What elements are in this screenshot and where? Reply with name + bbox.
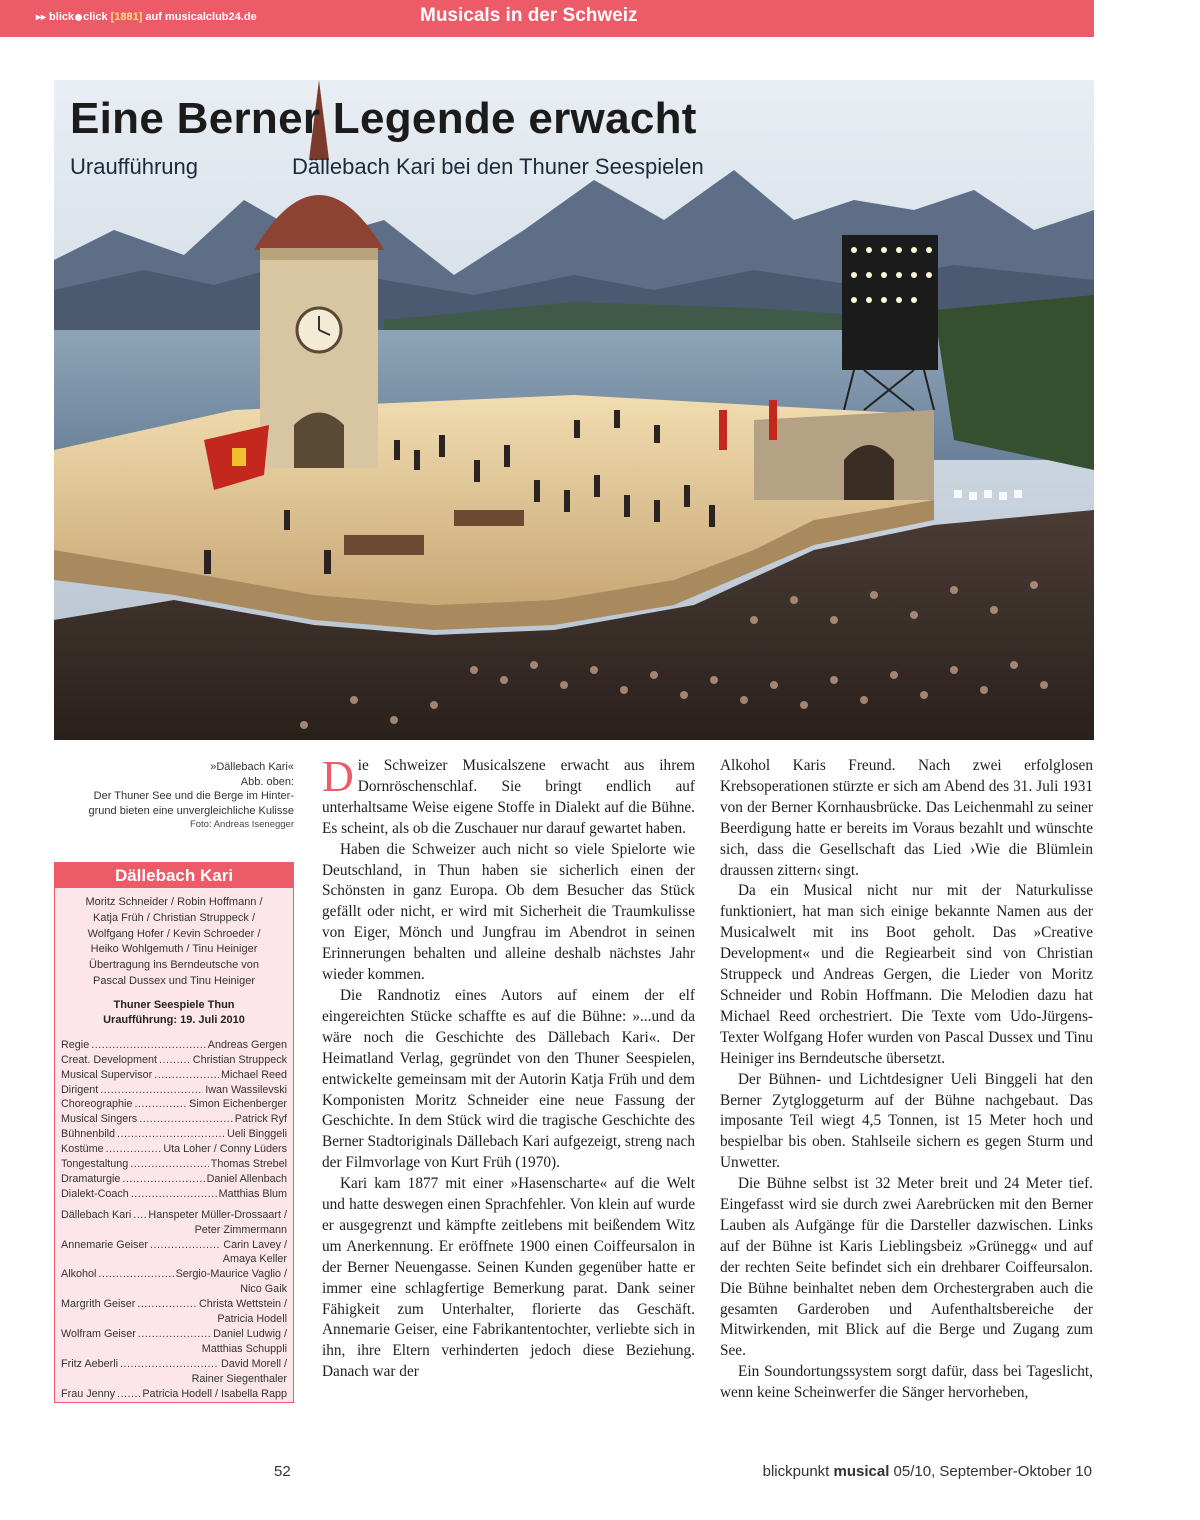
credit-line: Moritz Schneider / Robin Hoffmann /	[85, 896, 263, 908]
crew-row	[61, 1127, 287, 1142]
crew-role: Dramaturgie	[61, 1172, 121, 1185]
article-kicker: Uraufführung	[70, 154, 199, 179]
cast-row	[61, 1267, 287, 1297]
cast-list	[55, 1208, 293, 1402]
authors-credits	[55, 888, 293, 990]
cast-name: Daniel Ludwig /	[213, 1328, 287, 1340]
venue-line: Thuner Seespiele Thun	[113, 998, 235, 1011]
leader-dots	[150, 1238, 221, 1253]
paragraph: Da ein Musical nicht nur mit der Naturkulisse funktioniert, hat man sich einige bekannte Namen aus der Musicalwelt mit ins Boot geholt. Das »Creative Development« und die Regiearbeit sind von Christian Struppeck und Andreas Gergen, die Lieder von Moritz Schneider und Robin Hoffmann. Die Melodien dazu hat Michael Reed orchestriert. Die Texte vom Udo-Jürgens-Texter Wolfgang Hofer wurden von Pascal Dussex und Tinu Heiniger ins Berndeutsche übersetzt.	[720, 882, 1093, 1067]
crew-role: Tongestaltung	[61, 1158, 129, 1171]
crew-row	[61, 1112, 287, 1127]
paragraph: Alkohol Karis Freund. Nach zwei erfolglosen Krebsoperationen stürzte er sich am Abend des 31. Juli 1931 von der Berner Kornhausbrücke. Das Leichenmahl zu seiner Beerdigung hatte er bereits im Voraus bezahlt und wünschte sich, dass die Gesellschaft das Lied ›Wie die Blümlein draussen zittern‹ singt.	[720, 757, 1093, 879]
article-column-2	[720, 756, 1093, 1404]
crew-row	[61, 1142, 287, 1157]
leader-dots	[154, 1068, 219, 1083]
cast-name-alt: Patricia Hodell	[217, 1313, 287, 1326]
cast-name-alt: Nico Gaik	[240, 1283, 287, 1296]
crew-row	[61, 1157, 287, 1172]
crew-name: Patrick Ryf	[234, 1113, 287, 1126]
leader-dots	[120, 1357, 219, 1372]
leader-dots	[98, 1267, 173, 1282]
cast-role: Margrith Geiser	[61, 1298, 136, 1311]
crew-role: Musical Supervisor	[61, 1068, 153, 1081]
cast-role: Dällebach Kari	[61, 1208, 132, 1221]
cast-role: Annemarie Geiser	[61, 1238, 149, 1251]
credit-line: Wolfgang Hofer / Kevin Schroeder /	[87, 927, 261, 940]
premiere-date: Uraufführung: 19. Juli 2010	[103, 1013, 245, 1026]
crew-name: Daniel Allenbach	[206, 1172, 287, 1185]
credit-line: Übertragung ins Berndeutsche von	[89, 959, 259, 972]
article-subtitle: Dällebach Kari bei den Thuner Seespielen	[292, 154, 704, 179]
cast-name: David Morell /	[221, 1357, 287, 1370]
article-column-1	[322, 752, 695, 1383]
crew-name: Thomas Strebel	[210, 1158, 287, 1171]
crew-name: Uta Loher / Conny Lüders	[163, 1143, 287, 1156]
crew-name: Andreas Gergen	[207, 1038, 287, 1051]
leader-dots	[106, 1142, 162, 1157]
crew-role: Kostüme	[61, 1143, 104, 1156]
promo-pre: blick	[49, 11, 75, 23]
crew-name: Michael Reed	[220, 1068, 287, 1081]
leader-dots	[100, 1083, 203, 1098]
crew-role: Choreographie	[61, 1098, 133, 1111]
leader-dots	[139, 1112, 233, 1127]
crew-role: Dirigent	[61, 1083, 99, 1096]
cast-name: Sergio-Maurice Vaglio /	[175, 1268, 287, 1281]
crew-name: Simon Eichenberger	[189, 1098, 287, 1111]
cast-role: Wolfram Geiser	[61, 1328, 136, 1340]
leader-dots	[117, 1387, 140, 1402]
article-headline: Eine Berner Legende erwacht	[70, 94, 697, 143]
promo-number: [1881]	[110, 11, 143, 23]
hero-photo	[54, 80, 1094, 740]
crew-row	[61, 1038, 287, 1053]
drop-cap: D	[322, 752, 354, 801]
magazine-name-bold: musical	[833, 1463, 890, 1480]
cast-name-alt: Peter Zimmermann	[194, 1223, 287, 1236]
crew-list	[55, 1038, 293, 1202]
cast-role: Alkohol	[61, 1268, 97, 1281]
crew-role: Dialekt-Coach	[61, 1187, 129, 1200]
crew-role: Bühnenbild	[61, 1128, 116, 1141]
dot-icon	[75, 14, 82, 21]
magazine-issue: 05/10, September-Oktober 10	[893, 1463, 1092, 1480]
cast-role: Frau Jenny	[61, 1387, 116, 1400]
leader-dots	[91, 1038, 206, 1053]
credit-line: Pascal Dussex und Tinu Heiniger	[92, 974, 256, 987]
info-box-title: Dällebach Kari	[55, 863, 293, 888]
magazine-footer	[763, 1463, 1092, 1480]
crew-role: Creat. Development	[61, 1053, 158, 1066]
crew-name: Christian Struppeck	[192, 1053, 287, 1066]
page-number: 52	[274, 1463, 291, 1480]
caption-line: »Dällebach Kari«	[210, 761, 294, 773]
crew-row	[61, 1097, 287, 1112]
production-info-box	[54, 862, 294, 1403]
cast-row	[61, 1357, 287, 1387]
caption-line: grund bieten eine unvergleichliche Kulisse	[88, 804, 294, 817]
cast-name-alt: Matthias Schuppli	[201, 1342, 287, 1355]
credit-line: Katja Früh / Christian Struppeck /	[92, 911, 255, 924]
crew-name: Iwan Wassilevski	[205, 1083, 287, 1096]
crew-row	[61, 1083, 287, 1098]
cast-name: Patricia Hodell / Isabella Rapp	[142, 1387, 287, 1400]
caption-line: Abb. oben:	[240, 775, 294, 788]
cast-role: Fritz Aeberli	[61, 1357, 118, 1370]
paragraph: Ein Soundortungssystem sorgt dafür, dass bei Tageslicht, wenn keine Scheinwerfer die Sänger hervorheben,	[720, 1363, 1093, 1402]
leader-dots	[131, 1187, 217, 1202]
leader-dots	[122, 1172, 204, 1187]
crew-row	[61, 1053, 287, 1068]
cast-name: Christa Wettstein /	[198, 1298, 287, 1311]
crew-row	[61, 1068, 287, 1083]
cast-row	[61, 1327, 287, 1357]
leader-dots	[134, 1097, 187, 1112]
magazine-name: blickpunkt	[762, 1463, 830, 1480]
crew-row	[61, 1172, 287, 1187]
cast-row	[61, 1238, 287, 1268]
section-title: Musicals in der Schweiz	[420, 5, 638, 26]
crew-row	[61, 1187, 287, 1202]
paragraph	[322, 752, 695, 840]
paragraph: Die Randnotiz eines Autors auf einem der elf eingereichten Stücke schaffte es auf die Bühne: »...und da wäre noch die Geschichte des Dällebach Kari«. Der Heimatland Verlag, gegründet von den Thuner Seespielen, entwickelte gemeinsam mit der Autorin Katja Früh und dem Komponisten Moritz Schneider eine neue Fassung der Geschichte. In dem Stück wird die tragische Geschichte des Berner Stadtoriginals Dällebach Kari aufgezeigt, streng nach der Filmvorlage von Kurt Früh (1970).	[322, 986, 695, 1172]
cast-name-alt: Amaya Keller	[222, 1253, 287, 1266]
paragraph: Kari kam 1877 mit einer »Hasenscharte« auf die Welt und hatte deswegen einen Sprachfehler. Von klein auf wurde er ausgegrenzt und kämpfte zeitlebens mit beißendem Witz um Anerkennung. Er eröffnete 1900 einen Coiffeursalon in der Berner Neuengasse. Seinen Kunden gegenüber hatte er immer eine schlagfertige Bemerkung parat. Dank seiner Fähigkeit zum Unterhalter, florierte das Geschäft. Annemarie Geiser, eine Fabrikantentochter, verliebte sich in ihn, ihre Eltern verhinderten jedoch diese Beziehung. Danach war der	[322, 1175, 695, 1381]
section-header-bar	[0, 0, 1094, 37]
photo-credit: Foto: Andreas Isenegger	[189, 819, 294, 830]
leader-dots	[130, 1157, 209, 1172]
promo-link[interactable]	[36, 11, 257, 23]
leader-dots	[137, 1297, 197, 1312]
crew-role: Regie	[61, 1038, 90, 1051]
paragraph: Die Bühne selbst ist 32 Meter breit und 24 Meter tief. Eingefasst wird sie durch zwei Aarebrücken mit den Berner Lauben als Aufgänge für die Darsteller dazwischen. Links auf der Bühne ist Karis Lieblingsbeiz »Grünegg« und auf der rechten Seite befindet sich ein drehbarer Coiffeursalon. Die Bühne beinhaltet neben dem Orchestergraben auch die gesamten Garderoben und Aufenthaltsbereiche der Mitwirkenden, mit Blick auf die Berge und Zugang zum See.	[720, 1175, 1093, 1360]
double-arrow-icon: ▸▸	[36, 11, 47, 23]
promo-post: click	[83, 11, 108, 23]
cast-row	[61, 1208, 287, 1238]
leader-dots	[138, 1327, 211, 1342]
crew-name: Matthias Blum	[218, 1187, 287, 1200]
cast-row	[61, 1297, 287, 1327]
venue-info	[55, 998, 293, 1028]
cast-row	[61, 1387, 287, 1402]
photo-caption	[54, 760, 294, 833]
paragraph: Haben die Schweizer auch nicht so viele Spielorte wie Deutschland, in Thun haben sie sicherlich einen der Schönsten in ganz Europa. Ob dem Besucher das Stück gefällt oder nicht, er wird mit Sicherheit die Traumkulisse von Eiger, Mönch und Jungfrau im Abendrot in seinen Erinnerungen behalten und alleine deshalb nächstes Jahr wieder kommen.	[322, 840, 695, 984]
leader-dots	[117, 1127, 225, 1142]
cast-name: Hanspeter Müller-Drossaart /	[148, 1208, 287, 1221]
paragraph-text: ie Schweizer Musicalszene erwacht aus ihrem Dornröschenschlaf. Sie bringt endlich auf unterhaltsame Weise eigene Stoffe in Dialekt auf die Bühne. Es scheint, als ob die Zuschauer nur darauf gewartet haben.	[322, 757, 695, 837]
promo-suffix: auf musicalclub24.de	[145, 11, 257, 23]
paragraph: Der Bühnen- und Lichtdesigner Ueli Binggeli hat den Berner Zytgloggeturm auf der Bühne nachgebaut. Das imposante Teil wiegt 4,5 Tonnen, ist 15 Meter hoch und bespielbar bis oben. Stahlseile sichern es gegen Sturm und Unwetter.	[720, 1070, 1093, 1172]
cast-name: Carin Lavey /	[223, 1238, 287, 1251]
crew-name: Ueli Binggeli	[226, 1128, 287, 1141]
caption-line: Der Thuner See und die Berge im Hinter-	[93, 790, 294, 802]
crew-role: Musical Singers	[61, 1113, 138, 1126]
leader-dots	[133, 1208, 146, 1223]
credit-line: Heiko Wohlgemuth / Tinu Heiniger	[90, 943, 258, 956]
cast-name-alt: Rainer Siegenthaler	[191, 1372, 287, 1385]
leader-dots	[159, 1053, 191, 1068]
